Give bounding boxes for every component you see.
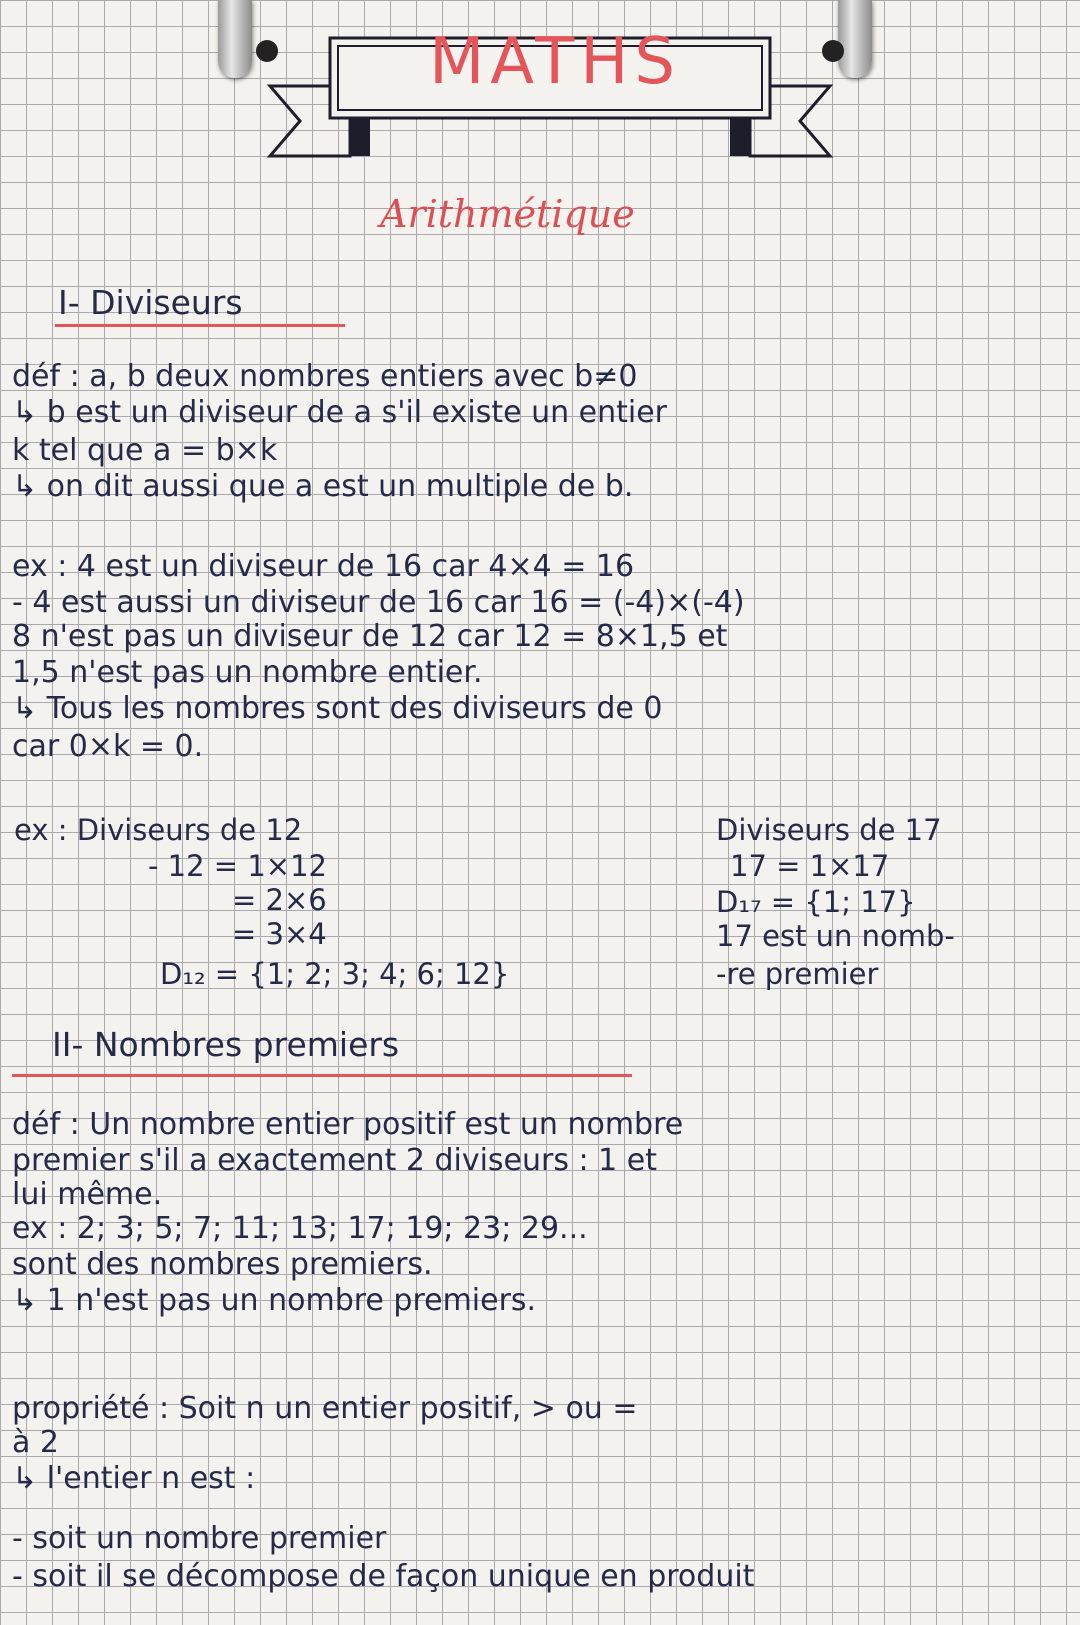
property-line: - soit un nombre premier (12, 1521, 387, 1556)
example-line: ex : 4 est un diviseur de 16 car 4×4 = 16 (12, 549, 635, 584)
property-line: propriété : Soit n un entier positif, > ou = (12, 1391, 638, 1426)
example-12-line: = 2×6 (232, 883, 327, 917)
section-heading-nombres-premiers: II- Nombres premiers (52, 1025, 400, 1064)
section-heading-diviseurs: I- Diviseurs (58, 283, 243, 322)
property-line: à 2 (12, 1425, 60, 1460)
page-title: MATHS (429, 25, 681, 99)
example-12-line: = 3×4 (232, 917, 327, 951)
property-line: - soit il se décompose de façon unique en produit (12, 1559, 755, 1594)
definition-line: ex : 2; 3; 5; 7; 11; 13; 17; 19; 23; 29... (12, 1211, 588, 1246)
definition-line: premier s'il a exactement 2 diviseurs : 1 et (12, 1143, 658, 1178)
example-17-line: Diviseurs de 17 (716, 813, 942, 847)
example-line: - 4 est aussi un diviseur de 16 car 16 = (-4)×(-4) (12, 585, 745, 620)
definition-line: k tel que a = b×k (12, 433, 278, 468)
definition-line: ↳ 1 n'est pas un nombre premiers. (12, 1283, 537, 1318)
definition-line: déf : a, b deux nombres entiers avec b≠0 (12, 359, 638, 394)
binder-ring-left (218, 0, 252, 78)
example-12-line: - 12 = 1×12 (148, 849, 327, 883)
example-12-line: D₁₂ = {1; 2; 3; 4; 6; 12} (160, 957, 510, 991)
heading-underline (55, 324, 345, 327)
example-line: 8 n'est pas un diviseur de 12 car 12 = 8×1,5 et (12, 619, 728, 654)
definition-line: ↳ on dit aussi que a est un multiple de b. (12, 469, 634, 504)
definition-line: déf : Un nombre entier positif est un nombre (12, 1107, 684, 1142)
example-line: 1,5 n'est pas un nombre entier. (12, 655, 483, 690)
example-17-line: 17 est un nomb- (716, 919, 955, 953)
page-subtitle: Arithmétique (380, 192, 635, 236)
example-17-line: 17 = 1×17 (730, 849, 890, 883)
example-line: ↳ Tous les nombres sont des diviseurs de 0 (12, 691, 663, 726)
binder-hole-left (256, 40, 278, 62)
definition-line: sont des nombres premiers. (12, 1247, 433, 1282)
heading-underline (12, 1074, 632, 1077)
definition-line: lui même. (12, 1177, 163, 1212)
example-17-line: D₁₇ = {1; 17} (716, 885, 916, 919)
binder-hole-right (822, 40, 844, 62)
example-line: car 0×k = 0. (12, 729, 204, 764)
example-17-line: -re premier (716, 957, 879, 991)
definition-line: ↳ b est un diviseur de a s'il existe un entier (12, 395, 668, 430)
example-12-line: ex : Diviseurs de 12 (14, 813, 303, 847)
property-line: ↳ l'entier n est : (12, 1461, 256, 1496)
